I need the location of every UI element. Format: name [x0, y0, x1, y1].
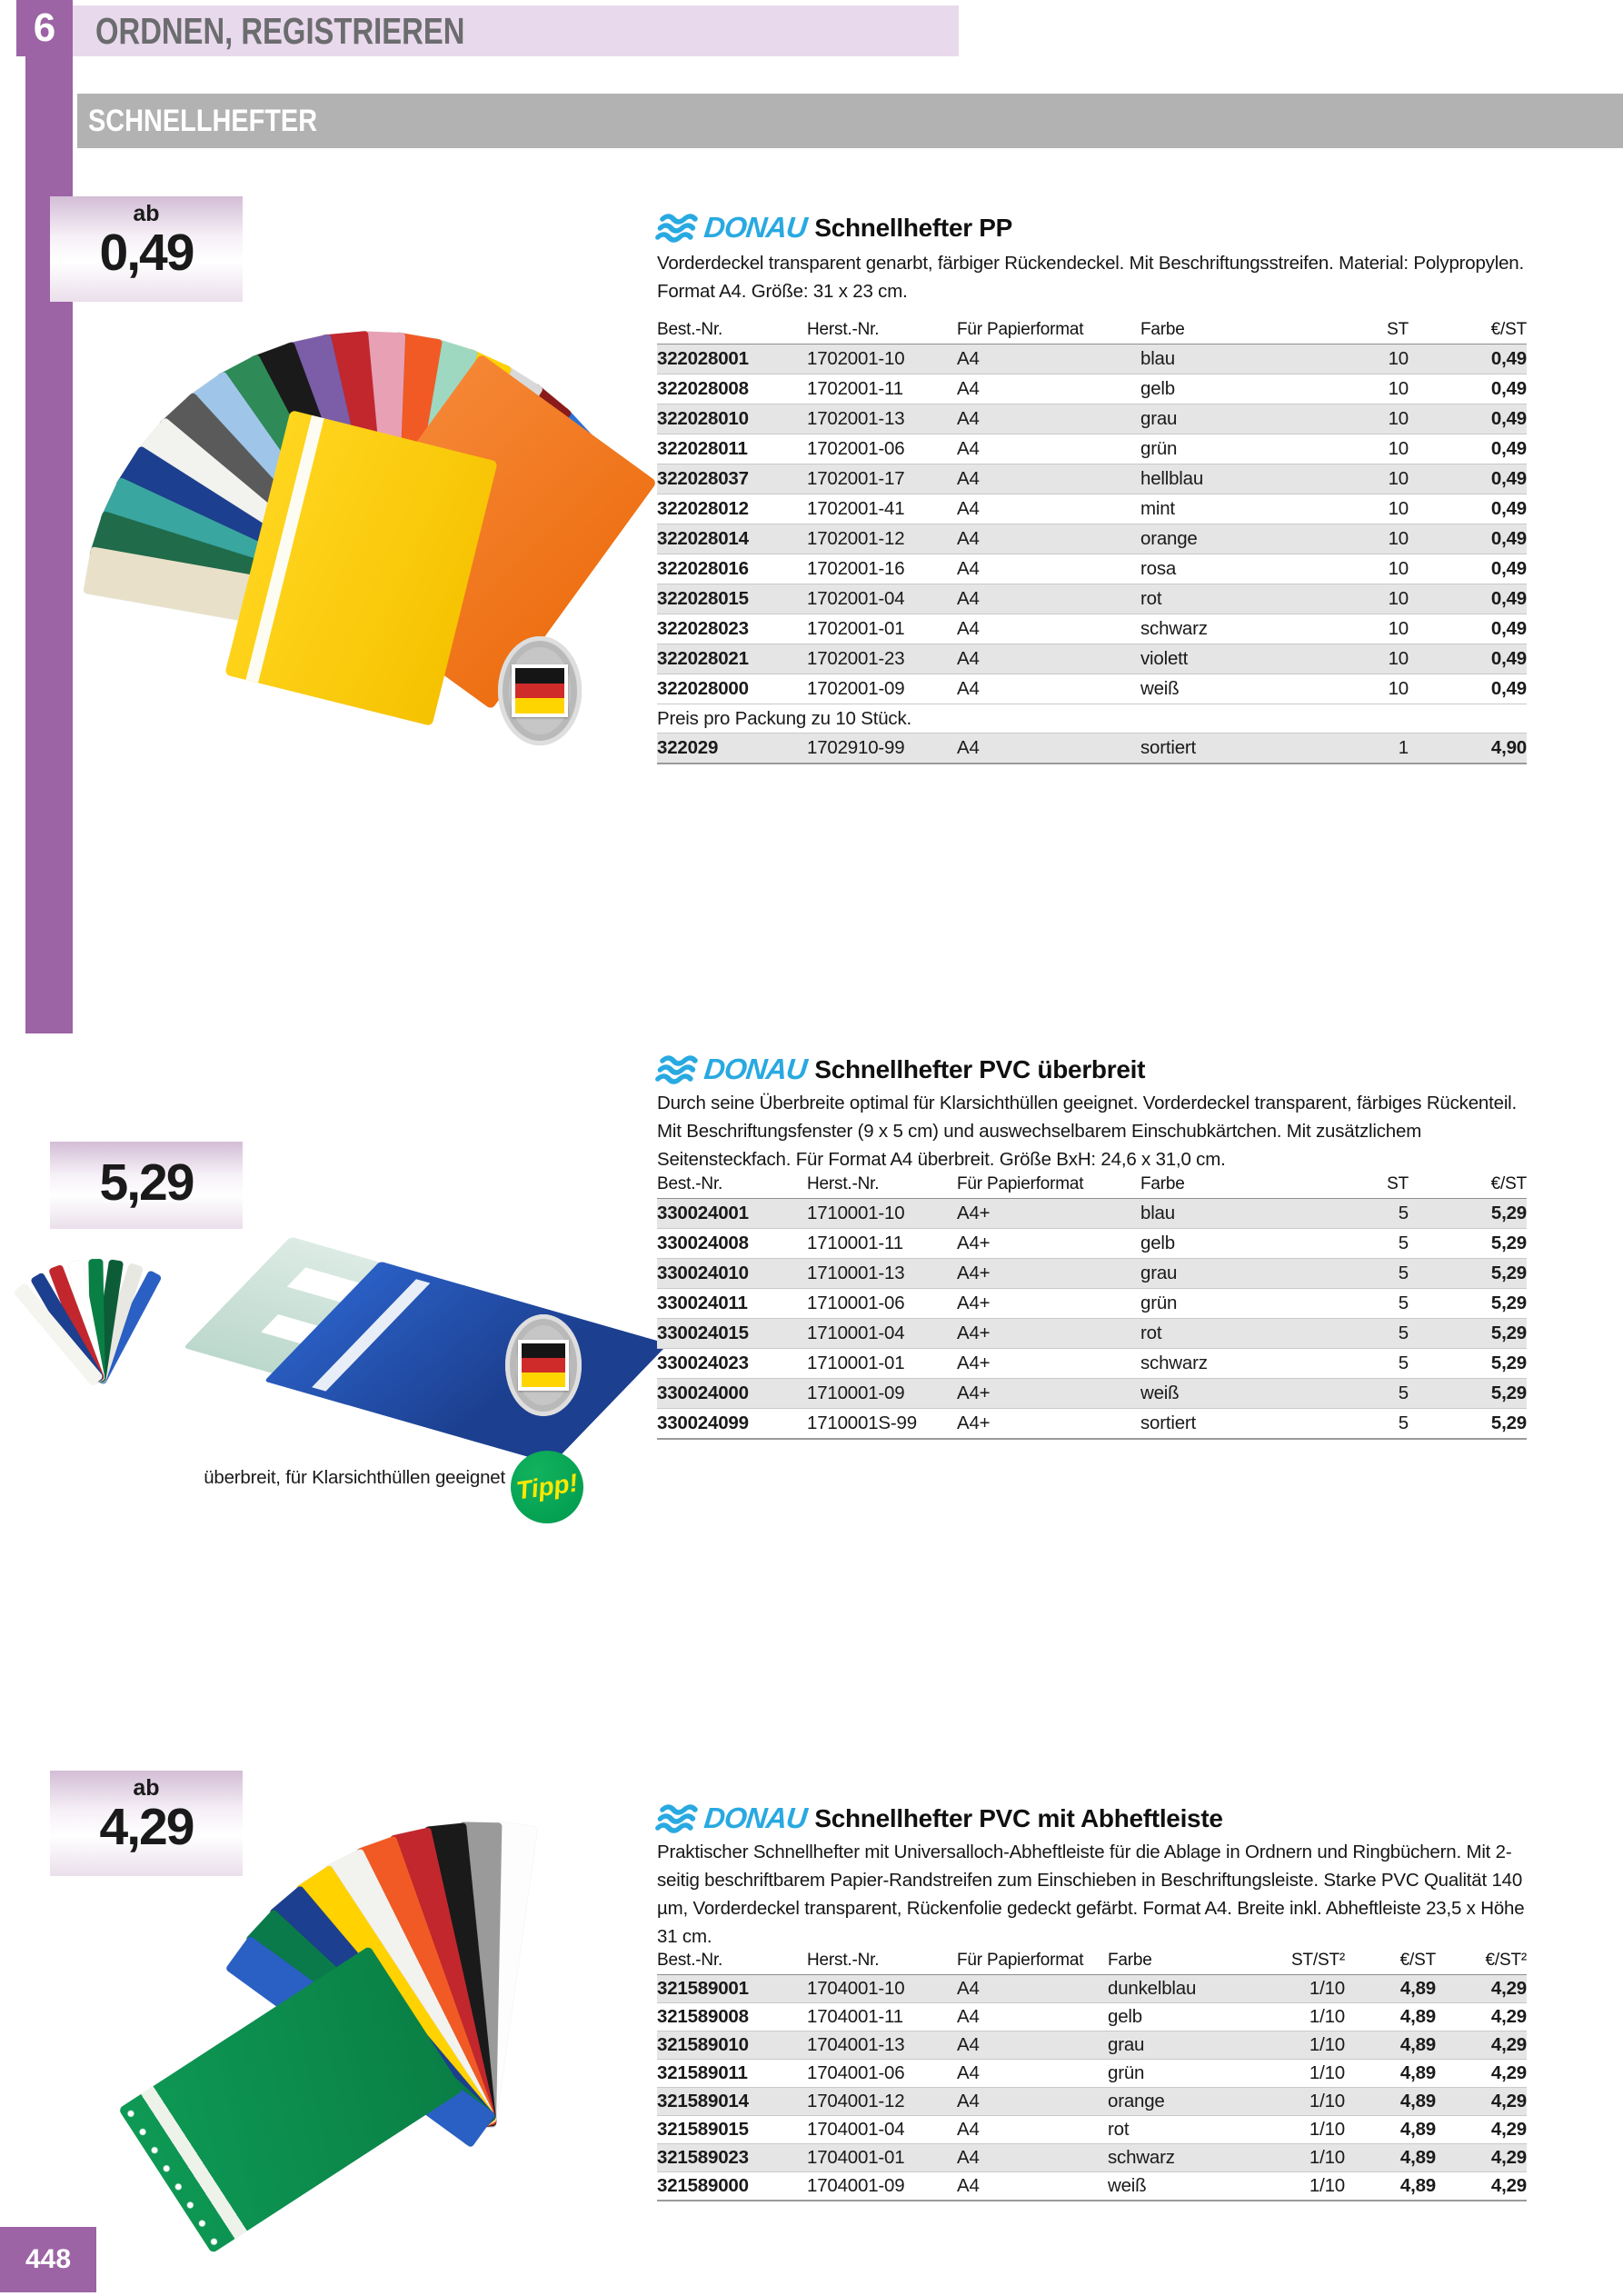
table-cell: gelb [1108, 2003, 1271, 2031]
table-cell: A4+ [957, 1229, 1140, 1259]
table-cell: 4,89 [1345, 2116, 1436, 2144]
table-cell: rot [1140, 1319, 1318, 1349]
price-badge [50, 1142, 243, 1229]
table-cell: 1704001-12 [807, 2088, 957, 2116]
table-cell: 1710001-01 [807, 1349, 957, 1379]
table-cell: sortiert [1140, 734, 1318, 764]
table-cell: 1710001-06 [807, 1289, 957, 1319]
table-cell: A4 [957, 2003, 1108, 2031]
table-cell: A4+ [957, 1199, 1140, 1229]
table-cell: gelb [1140, 374, 1318, 404]
table-cell: 322028023 [657, 614, 807, 644]
table-cell: 0,49 [1409, 434, 1527, 464]
table-cell: A4+ [957, 1259, 1140, 1289]
product-header [657, 1053, 1145, 1086]
table-cell: 321589011 [657, 2060, 807, 2088]
table-cell: 4,29 [1436, 1975, 1527, 2003]
table-cell: grün [1108, 2060, 1271, 2088]
table-cell: 4,29 [1436, 2088, 1527, 2116]
table-cell: 330024008 [657, 1229, 807, 1259]
table-cell: 10 [1318, 464, 1409, 494]
table-cell: mint [1140, 494, 1318, 524]
column-header: €/ST [1345, 1951, 1436, 1975]
table-cell: 1704001-04 [807, 2116, 957, 2144]
table-cell: 1702910-99 [807, 734, 957, 764]
table-cell: 0,49 [1409, 614, 1527, 644]
column-header: ST [1318, 1174, 1409, 1199]
table-cell: 10 [1318, 344, 1409, 374]
table-cell: blau [1140, 1199, 1318, 1229]
table-cell: A4 [957, 554, 1140, 584]
table-cell: A4 [957, 2116, 1108, 2144]
tipp-badge [511, 1451, 583, 1523]
table-cell: 4,29 [1436, 2031, 1527, 2060]
table-cell: 1702001-09 [807, 674, 957, 704]
column-header: Für Papierformat [957, 1174, 1140, 1199]
table-cell: 1/10 [1271, 2172, 1345, 2201]
table-cell: 0,49 [1409, 524, 1527, 554]
table-cell: A4 [957, 2031, 1108, 2060]
table-cell: 5,29 [1409, 1379, 1527, 1409]
table-cell: 5 [1318, 1319, 1409, 1349]
table-cell: A4+ [957, 1409, 1140, 1440]
table-cell: 5 [1318, 1229, 1409, 1259]
table-cell: 4,89 [1345, 2003, 1436, 2031]
table-cell: gelb [1140, 1229, 1318, 1259]
table-cell: 5,29 [1409, 1199, 1527, 1229]
table-cell: 4,29 [1436, 2116, 1527, 2144]
table-cell: 1702001-17 [807, 464, 957, 494]
table-cell: 4,89 [1345, 2088, 1436, 2116]
brand-name: DONAU [702, 1053, 809, 1085]
section-banner: SCHNELLHEFTER [88, 103, 318, 138]
table-cell: 10 [1318, 554, 1409, 584]
made-in-germany-badge [505, 1314, 582, 1416]
table-cell: 1704001-09 [807, 2172, 957, 2201]
table-cell: A4 [957, 1975, 1108, 2003]
column-header: Best.-Nr. [657, 1951, 807, 1975]
brand-name: DONAU [702, 1802, 809, 1834]
table-cell: 0,49 [1409, 344, 1527, 374]
table-cell: 5 [1318, 1379, 1409, 1409]
product-photo-pvc-abheftleiste [154, 1800, 659, 2222]
table-cell: 1/10 [1271, 2031, 1345, 2060]
chapter-number-tab: 6 [16, 0, 73, 56]
table-cell: 321589010 [657, 2031, 807, 2060]
table-cell: 1/10 [1271, 2144, 1345, 2172]
table-cell: A4 [957, 344, 1140, 374]
table-cell: 10 [1318, 374, 1409, 404]
table-cell: 330024015 [657, 1319, 807, 1349]
table-cell: A4 [957, 2144, 1108, 2172]
table-cell: 5 [1318, 1289, 1409, 1319]
brand-name: DONAU [702, 211, 809, 244]
table-cell: 322028012 [657, 494, 807, 524]
table-cell: 4,29 [1436, 2144, 1527, 2172]
donau-logo [655, 1802, 808, 1835]
table-cell: 0,49 [1409, 644, 1527, 674]
table-cell: 1/10 [1271, 2088, 1345, 2116]
table-cell: 321589014 [657, 2088, 807, 2116]
table-cell: 5,29 [1409, 1259, 1527, 1289]
price-value: 0,49 [99, 224, 194, 282]
table-cell: A4 [957, 644, 1140, 674]
table-cell: 5,29 [1409, 1229, 1527, 1259]
product-description: Vorderdeckel transparent genarbt, färbiger Rückendeckel. Mit Beschriftungsstreifen. Material: Polypropylen. Format A4. Größe: 31 x 23 cm. [657, 253, 1524, 302]
table-cell: 0,49 [1409, 554, 1527, 584]
product-header [657, 211, 1012, 245]
table-cell: schwarz [1140, 1349, 1318, 1379]
table-cell: dunkelblau [1108, 1975, 1271, 2003]
table-cell: 322028014 [657, 524, 807, 554]
table-cell: schwarz [1140, 614, 1318, 644]
table-cell: 322028010 [657, 404, 807, 434]
table-cell: grün [1140, 434, 1318, 464]
table-cell: 321589000 [657, 2172, 807, 2201]
price-prefix: ab [133, 1775, 160, 1801]
tip-caption: überbreit, für Klarsichthüllen geeignet [204, 1467, 505, 1488]
table-cell: 322028000 [657, 674, 807, 704]
table-cell: weiß [1140, 1379, 1318, 1409]
table-cell: A4 [957, 674, 1140, 704]
table-cell: 1704001-01 [807, 2144, 957, 2172]
table-cell: rot [1108, 2116, 1271, 2144]
table-cell: 321589015 [657, 2116, 807, 2144]
table-cell: violett [1140, 644, 1318, 674]
table-cell: A4 [957, 374, 1140, 404]
table-cell: 4,89 [1345, 2060, 1436, 2088]
table-cell: grün [1140, 1289, 1318, 1319]
table-cell: 330024001 [657, 1199, 807, 1229]
table-cell: A4 [957, 584, 1140, 614]
column-header: ST/ST² [1271, 1951, 1345, 1975]
product-title: Schnellhefter PVC überbreit [814, 1054, 1146, 1083]
product-table-pp [657, 320, 1527, 764]
table-cell: 1702001-41 [807, 494, 957, 524]
table-cell: 4,90 [1409, 734, 1527, 764]
table-cell: 5,29 [1409, 1289, 1527, 1319]
table-cell: 4,89 [1345, 2144, 1436, 2172]
table-cell: 4,89 [1345, 2172, 1436, 2201]
table-cell: 330024010 [657, 1259, 807, 1289]
product-table-pvc-ueberbreit [657, 1174, 1527, 1440]
table-cell: 4,29 [1436, 2172, 1527, 2201]
table-cell: orange [1108, 2088, 1271, 2116]
table-cell: 5 [1318, 1259, 1409, 1289]
table-cell: 1710001-13 [807, 1259, 957, 1289]
table-cell: 10 [1318, 404, 1409, 434]
column-header: €/ST² [1436, 1951, 1527, 1975]
column-header: Herst.-Nr. [807, 1174, 957, 1199]
table-cell: 10 [1318, 674, 1409, 704]
column-header: Herst.-Nr. [807, 320, 957, 344]
table-cell: 4,29 [1436, 2060, 1527, 2088]
table-cell: 1710001S-99 [807, 1409, 957, 1440]
table-cell: 322028016 [657, 554, 807, 584]
table-cell: 322028021 [657, 644, 807, 674]
table-cell: A4 [957, 404, 1140, 434]
table-cell: 0,49 [1409, 584, 1527, 614]
table-cell: 1702001-01 [807, 614, 957, 644]
column-header: €/ST [1409, 1174, 1527, 1199]
table-cell: 322028001 [657, 344, 807, 374]
table-cell: A4 [957, 2060, 1108, 2088]
chapter-title: ORDNEN, REGISTRIEREN [95, 9, 465, 52]
table-cell: A4 [957, 434, 1140, 464]
table-note: Preis pro Packung zu 10 Stück. [657, 704, 1527, 734]
section-banner-band [77, 94, 1623, 148]
table-cell: 5,29 [1409, 1349, 1527, 1379]
product-description: Durch seine Überbreite optimal für Klarsichthüllen geeignet. Vorderdeckel transparent, färbiges Rückenteil. Mit Beschriftungsfenster (9 x 5 cm) und auswechselbarem Einschubkärtchen. Mit zusätzlichem Seitensteckfach. Für Format A4 überbreit. Größe BxH: 24,6 x 31,0 cm. [657, 1093, 1518, 1170]
table-cell: 0,49 [1409, 674, 1527, 704]
table-cell: 0,49 [1409, 464, 1527, 494]
table-cell: 330024023 [657, 1349, 807, 1379]
table-cell: 1710001-04 [807, 1319, 957, 1349]
column-header: Farbe [1140, 320, 1318, 344]
column-header: Best.-Nr. [657, 1174, 807, 1199]
table-cell: 1 [1318, 734, 1409, 764]
column-header: ST [1318, 320, 1409, 344]
table-cell: A4+ [957, 1379, 1140, 1409]
table-cell: 321589008 [657, 2003, 807, 2031]
table-cell: hellblau [1140, 464, 1318, 494]
table-cell: sortiert [1140, 1409, 1318, 1440]
table-cell: blau [1140, 344, 1318, 374]
table-cell: 1/10 [1271, 2003, 1345, 2031]
table-cell: 10 [1318, 644, 1409, 674]
table-cell: 4,89 [1345, 1975, 1436, 2003]
table-cell: grau [1108, 2031, 1271, 2060]
chapter-band [59, 5, 959, 56]
table-cell: A4 [957, 524, 1140, 554]
table-cell: 10 [1318, 584, 1409, 614]
table-cell: 1704001-13 [807, 2031, 957, 2060]
table-cell: 5 [1318, 1199, 1409, 1229]
table-cell: orange [1140, 524, 1318, 554]
table-cell: 322028015 [657, 584, 807, 614]
table-cell: A4+ [957, 1319, 1140, 1349]
table-cell: A4 [957, 734, 1140, 764]
product-header [657, 1802, 1223, 1835]
donau-logo [655, 1053, 808, 1086]
product-table-pvc-abheftleiste [657, 1951, 1527, 2201]
table-cell: 1704001-11 [807, 2003, 957, 2031]
table-cell: 322029 [657, 734, 807, 764]
table-cell: 1710001-10 [807, 1199, 957, 1229]
table-cell: 1702001-16 [807, 554, 957, 584]
table-cell: schwarz [1108, 2144, 1271, 2172]
table-cell: 322028008 [657, 374, 807, 404]
column-header: €/ST [1409, 320, 1527, 344]
donau-wave-icon [655, 214, 700, 243]
table-cell: A4 [957, 464, 1140, 494]
column-header: Farbe [1108, 1951, 1271, 1975]
table-cell: 322028011 [657, 434, 807, 464]
tipp-badge-label: Tipp! [514, 1468, 580, 1505]
table-cell: 5,29 [1409, 1409, 1527, 1440]
table-cell: 1702001-12 [807, 524, 957, 554]
table-cell: weiß [1140, 674, 1318, 704]
table-cell: A4+ [957, 1349, 1140, 1379]
table-cell: A4+ [957, 1289, 1140, 1319]
column-header: Für Papierformat [957, 320, 1140, 344]
table-cell: 10 [1318, 614, 1409, 644]
table-cell: 0,49 [1409, 404, 1527, 434]
price-prefix: ab [133, 201, 160, 226]
table-cell: 4,29 [1436, 2003, 1527, 2031]
price-value: 4,29 [99, 1798, 194, 1856]
product-title: Schnellhefter PVC mit Abheftleiste [814, 1803, 1223, 1832]
table-cell: 1710001-09 [807, 1379, 957, 1409]
table-cell: 0,49 [1409, 374, 1527, 404]
table-cell: 1704001-06 [807, 2060, 957, 2088]
table-cell: 10 [1318, 494, 1409, 524]
table-cell: 5 [1318, 1349, 1409, 1379]
table-cell: 1704001-10 [807, 1975, 957, 2003]
table-cell: 1/10 [1271, 2116, 1345, 2144]
donau-logo [655, 211, 808, 245]
column-header: Best.-Nr. [657, 320, 807, 344]
donau-wave-icon [655, 1804, 700, 1833]
table-cell: 1702001-13 [807, 404, 957, 434]
table-cell: 4,89 [1345, 2031, 1436, 2060]
column-header: Farbe [1140, 1174, 1318, 1199]
table-cell: 321589001 [657, 1975, 807, 2003]
price-value: 5,29 [99, 1153, 194, 1212]
product-description: Praktischer Schnellhefter mit Universalloch-Abheftleiste für die Ablage in Ordnern und Ringbüchern. Mit 2-seitig beschriftbarem Papier-Randstreifen zum Einschieben in Beschriftungsleiste. Starke PVC Qualität 140 µm, Vorderdeckel transparent, Rückenfolie gedeckt gefärbt. Format A4. Breite inkl. Abheftleiste 23,5 x Höhe 31 cm. [657, 1842, 1525, 1947]
table-cell: rot [1140, 584, 1318, 614]
column-header: Herst.-Nr. [807, 1951, 957, 1975]
page-number: 448 [0, 2227, 96, 2292]
table-cell: 5 [1318, 1409, 1409, 1440]
table-cell: 322028037 [657, 464, 807, 494]
table-cell: A4 [957, 614, 1140, 644]
table-cell: 10 [1318, 434, 1409, 464]
table-cell: 321589023 [657, 2144, 807, 2172]
table-cell: rosa [1140, 554, 1318, 584]
product-title: Schnellhefter PP [814, 213, 1013, 242]
made-in-germany-badge [498, 636, 582, 745]
table-cell: 0,49 [1409, 494, 1527, 524]
table-cell: 330024099 [657, 1409, 807, 1440]
table-cell: 330024011 [657, 1289, 807, 1319]
table-cell: grau [1140, 404, 1318, 434]
table-cell: 1702001-04 [807, 584, 957, 614]
table-cell: A4 [957, 494, 1140, 524]
table-cell: 5,29 [1409, 1319, 1527, 1349]
donau-wave-icon [655, 1055, 700, 1084]
table-cell: 1702001-10 [807, 344, 957, 374]
table-cell: 330024000 [657, 1379, 807, 1409]
product-photo-pp [86, 295, 654, 709]
table-cell: weiß [1108, 2172, 1271, 2201]
table-cell: 10 [1318, 524, 1409, 554]
table-cell: 1710001-11 [807, 1229, 957, 1259]
table-cell: 1702001-11 [807, 374, 957, 404]
column-header: Für Papierformat [957, 1951, 1108, 1975]
table-cell: grau [1140, 1259, 1318, 1289]
german-flag-icon [518, 1340, 570, 1390]
table-cell: 1702001-06 [807, 434, 957, 464]
price-badge [50, 196, 243, 302]
table-cell: A4 [957, 2088, 1108, 2116]
table-cell: 1702001-23 [807, 644, 957, 674]
table-cell: 1/10 [1271, 2060, 1345, 2088]
german-flag-icon [512, 664, 567, 717]
table-cell: A4 [957, 2172, 1108, 2201]
table-cell: 1/10 [1271, 1975, 1345, 2003]
